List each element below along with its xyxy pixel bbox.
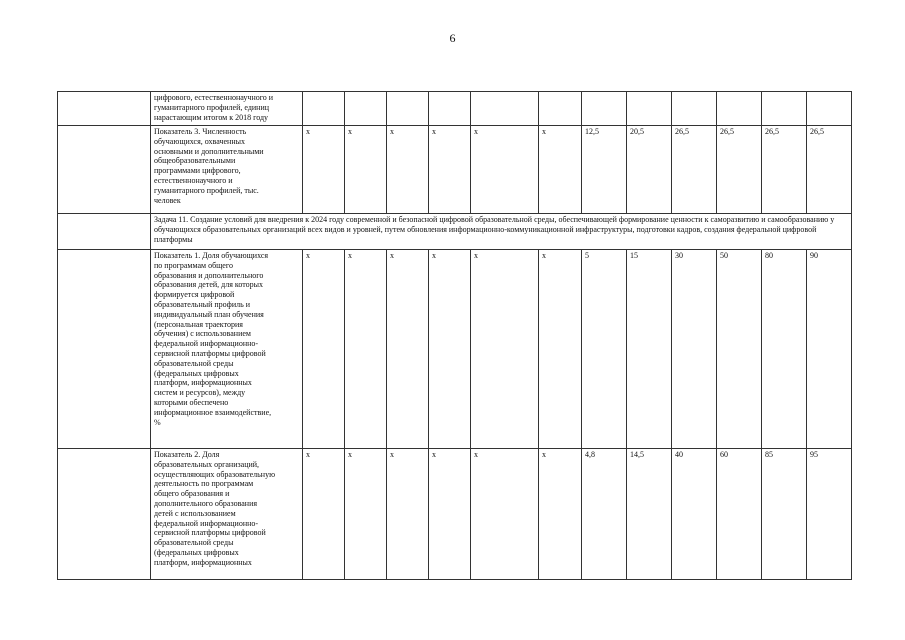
value-cell: 80 xyxy=(762,250,807,449)
value-cell: x xyxy=(539,250,582,449)
value-cell: x xyxy=(387,449,429,580)
value-cell xyxy=(672,92,717,126)
value-cell xyxy=(717,92,762,126)
value-cell: x xyxy=(387,250,429,449)
indicators-table xyxy=(57,91,852,580)
value-cell: x xyxy=(429,250,471,449)
table-row xyxy=(58,92,852,126)
value-cell xyxy=(807,92,852,126)
value-cell xyxy=(387,92,429,126)
value-cell: 15 xyxy=(627,250,672,449)
value-cell: x xyxy=(539,449,582,580)
value-cell: x xyxy=(387,126,429,214)
value-cell xyxy=(627,92,672,126)
indicator-label: Показатель 2. Доля образовательных организаций, осуществляющих образовательную деятельность по программам общего образования и дополнительного образования детей с использованием федеральной информационно- сервисной платформы цифровой образовательной среды (федеральных цифровых платформ, информационных xyxy=(151,449,303,580)
table-row xyxy=(58,449,852,580)
value-cell: 5 xyxy=(582,250,627,449)
value-cell xyxy=(429,92,471,126)
value-cell: 85 xyxy=(762,449,807,580)
value-cell: 90 xyxy=(807,250,852,449)
section-cell xyxy=(58,92,151,126)
table-row xyxy=(58,126,852,214)
value-cell: 4,8 xyxy=(582,449,627,580)
value-cell: 50 xyxy=(717,250,762,449)
value-cell: x xyxy=(429,126,471,214)
value-cell: 60 xyxy=(717,449,762,580)
value-cell: x xyxy=(539,126,582,214)
value-cell: x xyxy=(345,126,387,214)
value-cell: 12,5 xyxy=(582,126,627,214)
table-row xyxy=(58,214,852,250)
value-cell: x xyxy=(429,449,471,580)
value-cell: x xyxy=(345,250,387,449)
value-cell: x xyxy=(345,449,387,580)
value-cell: x xyxy=(303,250,345,449)
value-cell: 40 xyxy=(672,449,717,580)
indicator-label: Показатель 3. Численность обучающихся, охваченных основными и дополнительными общеобразовательными программами цифрового, естественнонаучного и гуманитарного профилей, тыс. человек xyxy=(151,126,303,214)
task-heading: Задача 11. Создание условий для внедрения к 2024 году современной и безопасной цифровой образовательной среды, обеспечивающей формирование ценности к саморазвитию и самообразованию у обучающихся образовательных организаций всех видов и уровней, путем обновления информационно-коммуникационной инфраструктуры, подготовки кадров, создания федеральной цифровой платформы xyxy=(151,214,852,250)
table-row xyxy=(58,250,852,449)
value-cell: x xyxy=(303,449,345,580)
indicator-label: Показатель 1. Доля обучающихся по программам общего образования и дополнительного образования детей, для которых формируется цифровой образовательный профиль и индивидуальный план обучения (персональная траектория обучения) с использованием федеральной информационно- сервисной платформы цифровой образовательной среды (федеральных цифровых платформ, информационных систем и ресурсов), между которыми обеспечено информационное взаимодействие, % xyxy=(151,250,303,449)
section-cell xyxy=(58,449,151,580)
value-cell xyxy=(539,92,582,126)
section-cell xyxy=(58,214,151,250)
value-cell: 26,5 xyxy=(717,126,762,214)
section-cell xyxy=(58,250,151,449)
value-cell: 95 xyxy=(807,449,852,580)
value-cell: x xyxy=(471,126,539,214)
value-cell: x xyxy=(303,126,345,214)
indicator-label: цифрового, естественнонаучного и гуманитарного профилей, единиц нарастающим итогом к 2018 году xyxy=(151,92,303,126)
value-cell: 26,5 xyxy=(807,126,852,214)
value-cell: x xyxy=(471,250,539,449)
value-cell: 26,5 xyxy=(672,126,717,214)
value-cell xyxy=(762,92,807,126)
value-cell xyxy=(471,92,539,126)
value-cell: 20,5 xyxy=(627,126,672,214)
value-cell: x xyxy=(471,449,539,580)
page-number: 6 xyxy=(449,31,456,45)
value-cell: 14,5 xyxy=(627,449,672,580)
value-cell xyxy=(303,92,345,126)
value-cell xyxy=(345,92,387,126)
value-cell: 30 xyxy=(672,250,717,449)
value-cell xyxy=(582,92,627,126)
section-cell xyxy=(58,126,151,214)
value-cell: 26,5 xyxy=(762,126,807,214)
